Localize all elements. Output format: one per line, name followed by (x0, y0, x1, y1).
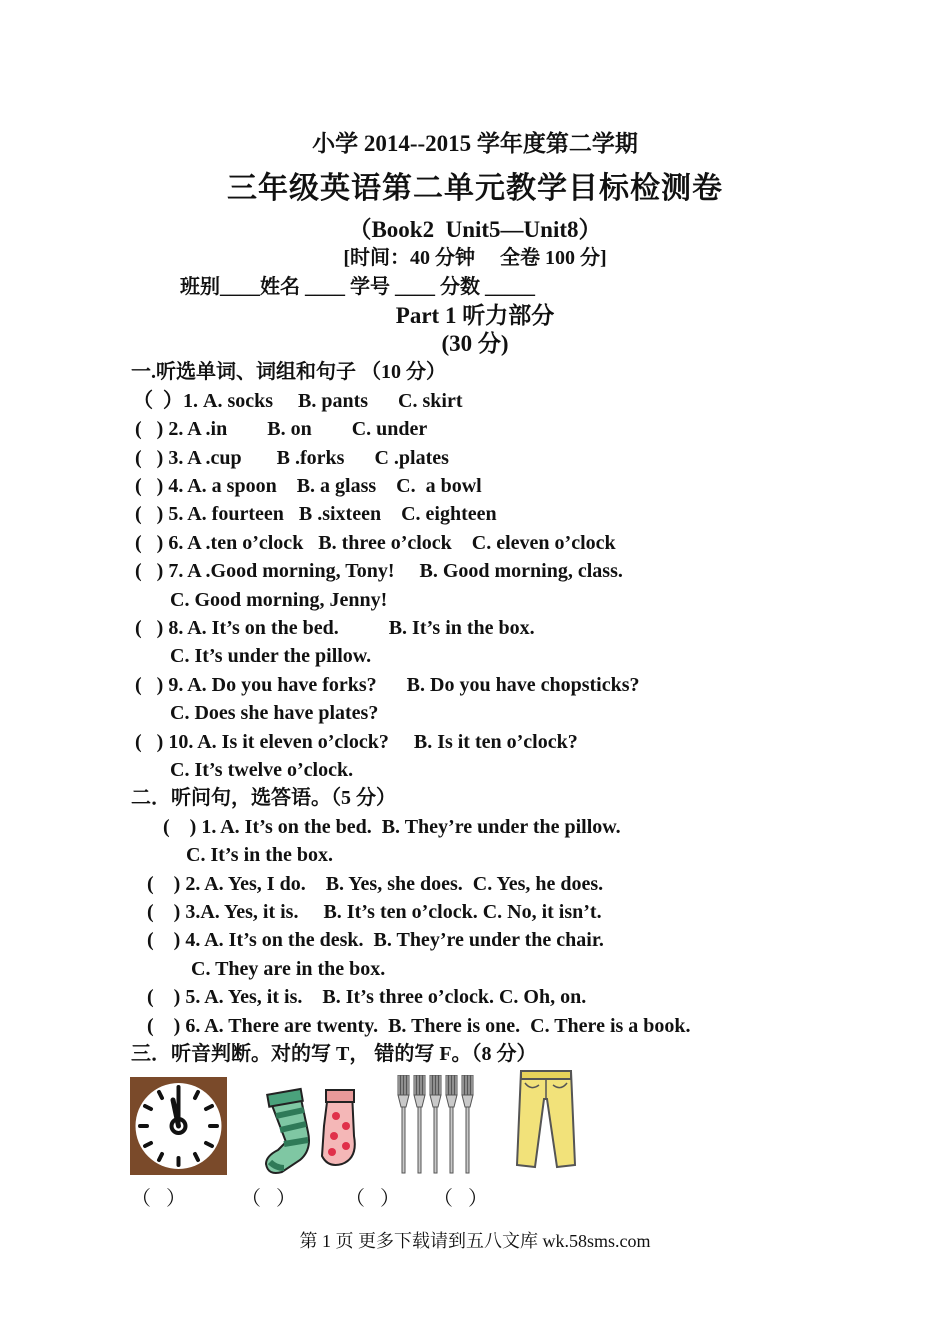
list-item: ( ) 9. A. Do you have forks? B. Do you have chopsticks? (135, 674, 640, 696)
list-item: ( ) 6. A. There are twenty. B. There is one. C. There is a book. (147, 1015, 691, 1037)
list-item: ( ) 4. A. a spoon B. a glass C. a bowl (135, 475, 482, 497)
list-item: ( ) 5. A. fourteen B .sixteen C. eighteen (135, 503, 497, 525)
list-item: ( ) 3.A. Yes, it is. B. It’s ten o’clock. C. No, it isn’t. (147, 901, 602, 923)
forks-icon (396, 1075, 480, 1175)
list-item: C. They are in the box. (191, 958, 386, 980)
list-item: ( ) 3. A .cup B .forks C .plates (135, 447, 449, 469)
answer-paren-3[interactable]: （ ） (345, 1188, 400, 1210)
list-item: C. It’s twelve o’clock. (135, 759, 354, 781)
part1-title: Part 1 听力部分 (395, 303, 555, 328)
list-item: ( ) 5. A. Yes, it is. B. It’s three o’clock. C. Oh, on. (147, 986, 587, 1008)
exam-title: 三年级英语第二单元教学目标检测卷 (227, 172, 723, 205)
pants-icon (513, 1069, 579, 1171)
time-info: [时间：40 分钟 全卷 100 分] (343, 247, 607, 269)
answer-paren-2[interactable]: （ ） (241, 1188, 296, 1210)
list-item: ( ) 1. A. It’s on the bed. B. They’re under the pillow. (163, 816, 621, 838)
list-item: C. It’s under the pillow. (135, 645, 372, 667)
list-item: ( ) 8. A. It’s on the bed. B. It’s in the box. (135, 617, 535, 639)
answer-paren-4[interactable]: （ ） (433, 1188, 488, 1210)
page-footer: 第 1 页 更多下载请到五八文库 wk.58sms.com (299, 1231, 651, 1251)
list-item: ( ) 10. A. Is it eleven o’clock? B. Is it ten o’clock? (135, 731, 578, 753)
section2-heading: 二．听问句，选答语。（5 分） (131, 787, 396, 809)
list-item: ( ) 7. A .Good morning, Tony! B. Good morning, class. (135, 560, 623, 582)
list-item: （ ）1. A. socks B. pants C. skirt (133, 390, 463, 412)
list-item: C. Good morning, Jenny! (135, 589, 388, 611)
list-item: ( ) 6. A .ten o’clock B. three o’clock C. eleven o’clock (135, 532, 616, 554)
list-item: ( ) 2. A. Yes, I do. B. Yes, she does. C. Yes, he does. (147, 873, 604, 895)
student-info-fields: 班别____姓名 ____ 学号 ____ 分数 _____ (180, 276, 535, 298)
part1-score: (30 分) (441, 331, 509, 356)
list-item: ( ) 2. A .in B. on C. under (135, 418, 428, 440)
answer-paren-1[interactable]: （ ） (131, 1188, 186, 1210)
section1-heading: 一.听选单词、词组和句子 （10 分） (131, 361, 446, 383)
socks-icon (262, 1086, 362, 1176)
section3-heading: 三．听音判断。对的写 T， 错的写 F。（8 分） (131, 1043, 537, 1065)
list-item: C. Does she have plates? (135, 702, 379, 724)
clock-icon (130, 1077, 227, 1175)
list-item: ( ) 4. A. It’s on the desk. B. They’re under the chair. (147, 929, 604, 951)
list-item: C. It’s in the box. (186, 844, 334, 866)
exam-subtitle: （Book2 Unit5—Unit8） (348, 217, 602, 242)
school-year-heading: 小学 2014--2015 学年度第二学期 (312, 131, 638, 156)
